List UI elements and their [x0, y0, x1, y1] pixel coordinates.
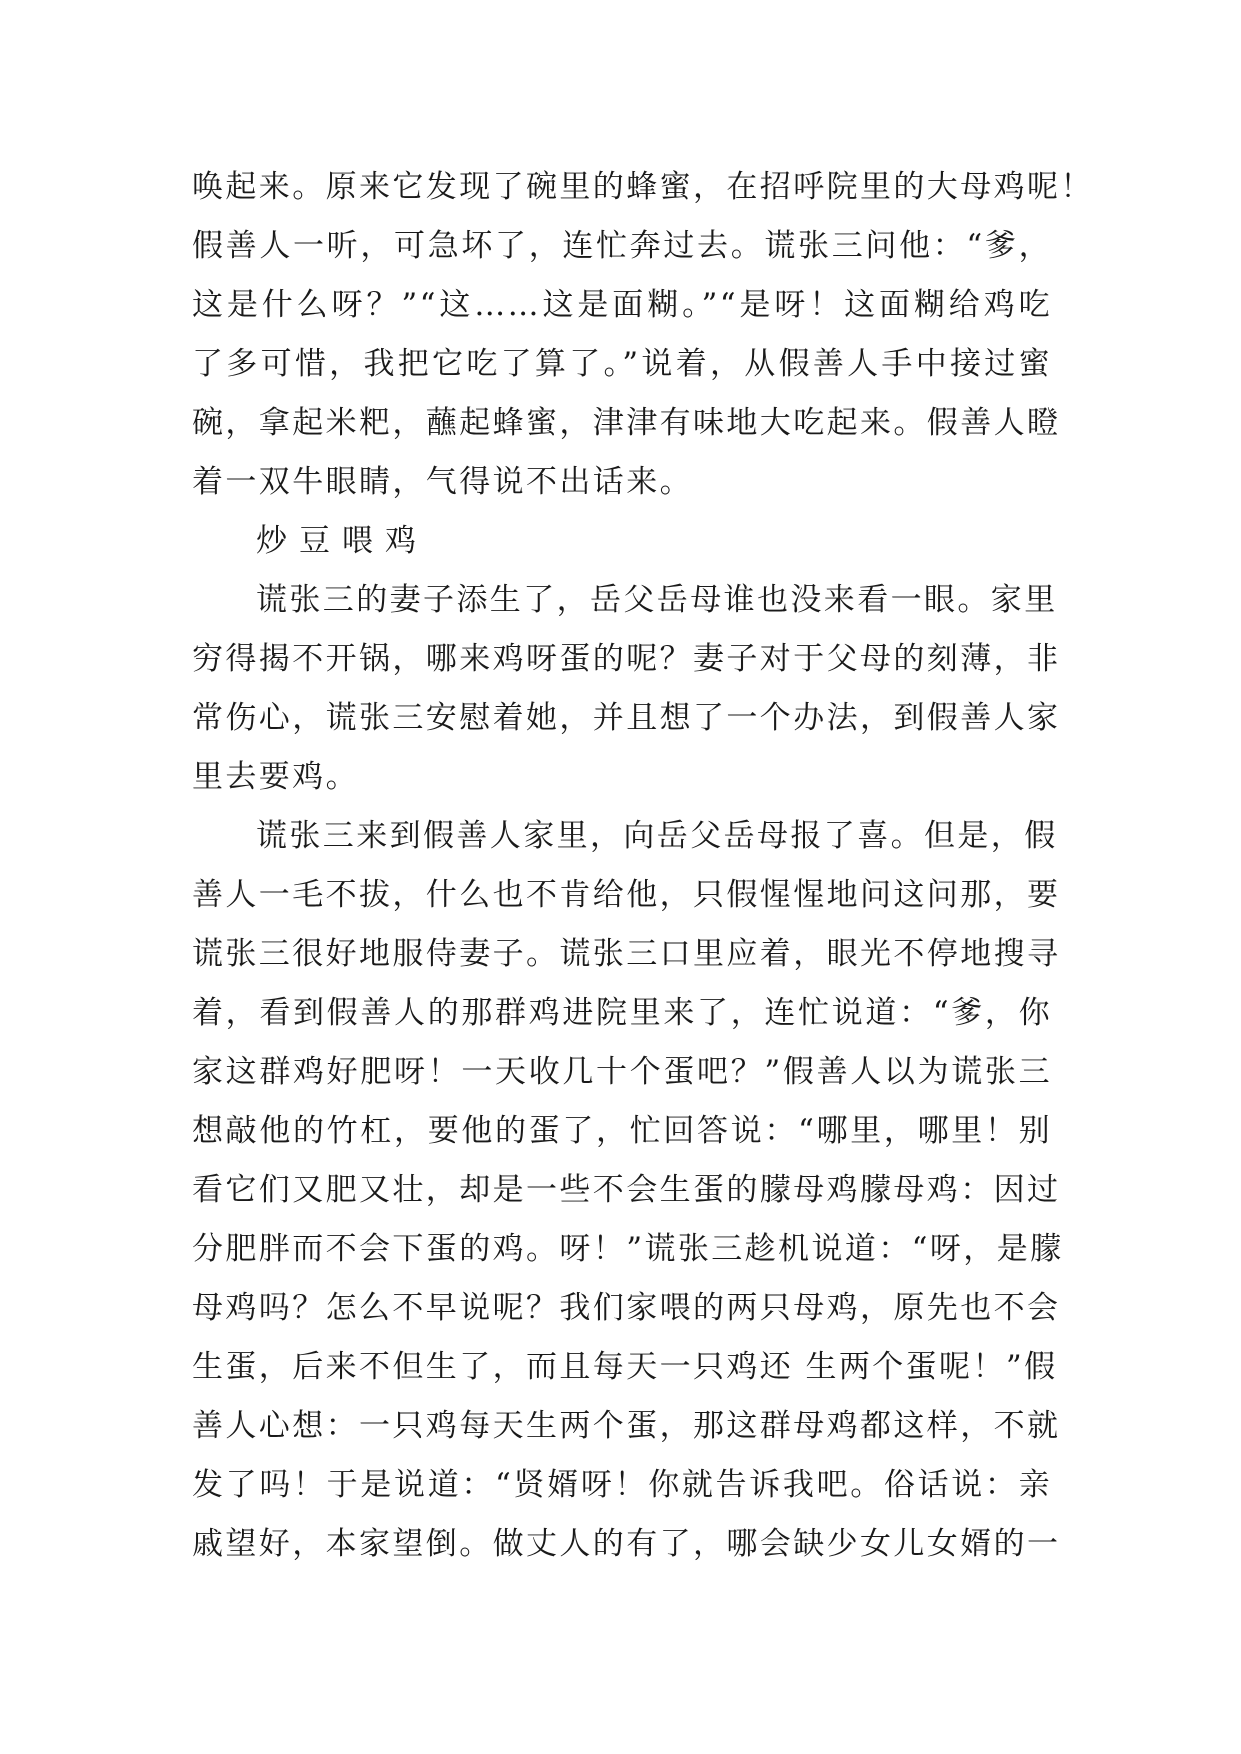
text-line-17: 想敲他的竹杠，要他的蛋了，忙回答说：“哪里，哪里！别 — [192, 1113, 1052, 1149]
section-heading: 炒豆喂鸡 — [256, 523, 428, 559]
text-line-5: 碗，拿起米粑，蘸起蜂蜜，津津有味地大吃起来。假善人瞪 — [192, 405, 1061, 441]
text-line-10: 常伤心，谎张三安慰着她，并且想了一个办法，到假善人家 — [192, 700, 1061, 736]
text-line-13: 善人一毛不拔，什么也不肯给他，只假惺惺地问这问那，要 — [192, 877, 1061, 913]
text-line-23: 发了吗！于是说道：“贤婿呀！你就告诉我吧。俗话说：亲 — [192, 1467, 1052, 1503]
text-line-18: 看它们又肥又壮，却是一些不会生蛋的朦母鸡朦母鸡：因过 — [192, 1172, 1061, 1208]
text-line-3: 这是什么呀？”“这……这是面糊。”“是呀！这面糊给鸡吃 — [192, 287, 1052, 323]
text-line-24: 戚望好，本家望倒。做丈人的有了，哪会缺少女儿女婿的一 — [192, 1526, 1061, 1562]
text-line-16: 家这群鸡好肥呀！一天收几十个蛋吧？”假善人以为谎张三 — [192, 1054, 1052, 1090]
text-line-8: 谎张三的妻子添生了，岳父岳母谁也没来看一眼。家里 — [256, 582, 1058, 618]
text-line-20: 母鸡吗？怎么不早说呢？我们家喂的两只母鸡，原先也不会 — [192, 1290, 1061, 1326]
text-line-12: 谎张三来到假善人家里，向岳父岳母报了喜。但是，假 — [256, 818, 1058, 854]
text-line-6: 着一双牛眼睛，气得说不出话来。 — [192, 464, 693, 500]
text-line-1: 唤起来。原来它发现了碗里的蜂蜜，在招呼院里的大母鸡呢！ — [192, 169, 1094, 205]
text-line-11: 里去要鸡。 — [192, 759, 359, 795]
text-line-2: 假善人一听，可急坏了，连忙奔过去。谎张三问他：“爹， — [192, 228, 1052, 264]
text-line-4: 了多可惜，我把它吃了算了。”说着，从假善人手中接过蜜 — [192, 346, 1052, 382]
text-line-21: 生蛋，后来不但生了，而且每天一只鸡还 生两个蛋呢！”假 — [192, 1349, 1058, 1385]
story-text — [192, 158, 1094, 1574]
text-line-15: 着，看到假善人的那群鸡进院里来了，连忙说道：“爹，你 — [192, 995, 1052, 1031]
text-line-9: 穷得揭不开锅，哪来鸡呀蛋的呢？妻子对于父母的刻薄，非 — [192, 641, 1061, 677]
text-line-19: 分肥胖而不会下蛋的鸡。呀！”谎张三趁机说道：“呀，是朦 — [192, 1231, 1064, 1267]
text-line-22: 善人心想：一只鸡每天生两个蛋，那这群母鸡都这样，不就 — [192, 1408, 1061, 1444]
text-line-14: 谎张三很好地服侍妻子。谎张三口里应着，眼光不停地搜寻 — [192, 936, 1061, 972]
